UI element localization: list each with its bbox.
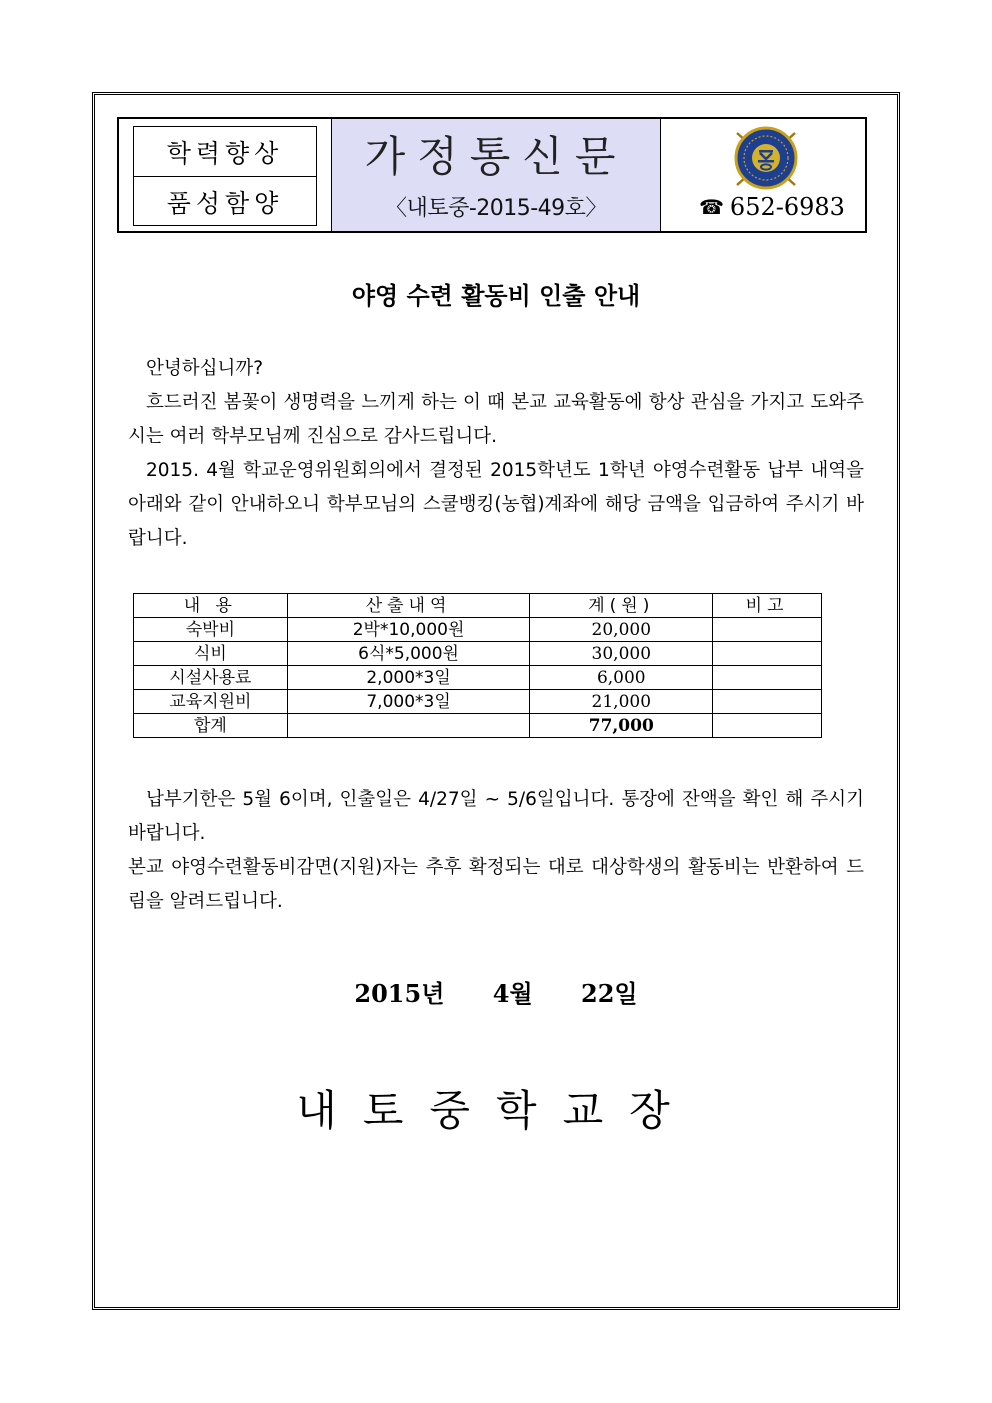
note-cell	[713, 690, 822, 714]
motto-section	[119, 119, 332, 231]
amount-cell: 6,000	[530, 666, 713, 690]
amount-cell: 20,000	[530, 618, 713, 642]
amount-cell: 21,000	[530, 690, 713, 714]
motto-bottom: 품성함양	[166, 189, 284, 218]
item-cell: 숙박비	[134, 618, 288, 642]
note-cell	[713, 666, 822, 690]
telephone-icon: ☎	[699, 195, 724, 219]
note-cell	[713, 618, 822, 642]
total-amount: 77,000	[530, 714, 713, 738]
date-year: 2015년	[354, 979, 445, 1008]
contact-section	[661, 119, 865, 231]
amount-cell: 30,000	[530, 642, 713, 666]
date-month: 4월	[492, 979, 533, 1008]
newsletter-header	[117, 117, 867, 233]
table-header-row	[134, 594, 822, 618]
column-header: 내 용	[134, 594, 288, 618]
newsletter-title: 가정통신문	[364, 131, 628, 181]
phone-number: 652-6983	[729, 193, 845, 221]
school-emblem-icon	[731, 123, 801, 193]
calc-cell: 6식*5,000원	[287, 642, 530, 666]
item-cell: 시설사용료	[134, 666, 288, 690]
total-label: 합계	[134, 714, 288, 738]
intro-paragraph-2: 2015. 4월 학교운영위원회의에서 결정된 2015학년도 1학년 야영수련활동 납부 내역을 아래와 같이 안내하오니 학부모님의 스쿨뱅킹(농협)계좌에 해당 금액을 입금하여 주시기 바랍니다.	[128, 460, 864, 549]
closing-paragraph-1: 납부기한은 5월 6이며, 인출일은 4/27일 ~ 5/6일입니다. 통장에 잔액을 확인 해 주시기 바랍니다.	[128, 789, 864, 844]
phone-number-line	[699, 193, 845, 221]
calc-cell: 2박*10,000원	[287, 618, 530, 642]
intro-paragraph-1: 흐드러진 봄꽃이 생명력을 느끼게 하는 이 때 본교 교육활동에 항상 관심을 가지고 도와주시는 여러 학부모님께 진심으로 감사드립니다.	[128, 392, 864, 447]
fee-table	[133, 593, 822, 738]
closing-paragraph-2: 본교 야영수련활동비감면(지원)자는 추후 확정되는 대로 대상학생의 활동비는 반환하여 드림을 알려드립니다.	[128, 857, 864, 912]
intro-text	[128, 352, 864, 556]
table-row	[134, 642, 822, 666]
motto-box	[133, 126, 317, 226]
principal-signature: 내토중학교장	[296, 1086, 696, 1135]
date-day: 22일	[581, 979, 638, 1008]
table-row	[134, 618, 822, 642]
total-note-cell	[713, 714, 822, 738]
calc-cell: 2,000*3일	[287, 666, 530, 690]
issue-date	[0, 974, 992, 1009]
item-cell: 식비	[134, 642, 288, 666]
motto-top: 학력향상	[134, 127, 316, 177]
column-header: 계(원)	[530, 594, 713, 618]
total-calc-cell	[287, 714, 530, 738]
item-cell: 교육지원비	[134, 690, 288, 714]
column-header: 비고	[713, 594, 822, 618]
column-header: 산출내역	[287, 594, 530, 618]
total-row	[134, 714, 822, 738]
table-row	[134, 666, 822, 690]
issue-number: 〈내토중-2015-49호〉	[385, 195, 607, 221]
table-row	[134, 690, 822, 714]
greeting: 안녕하십니까?	[146, 358, 264, 379]
closing-text	[128, 783, 864, 919]
document-title: 야영 수련 활동비 인출 안내	[351, 282, 641, 310]
calc-cell: 7,000*3일	[287, 690, 530, 714]
note-cell	[713, 642, 822, 666]
title-section	[332, 119, 661, 231]
